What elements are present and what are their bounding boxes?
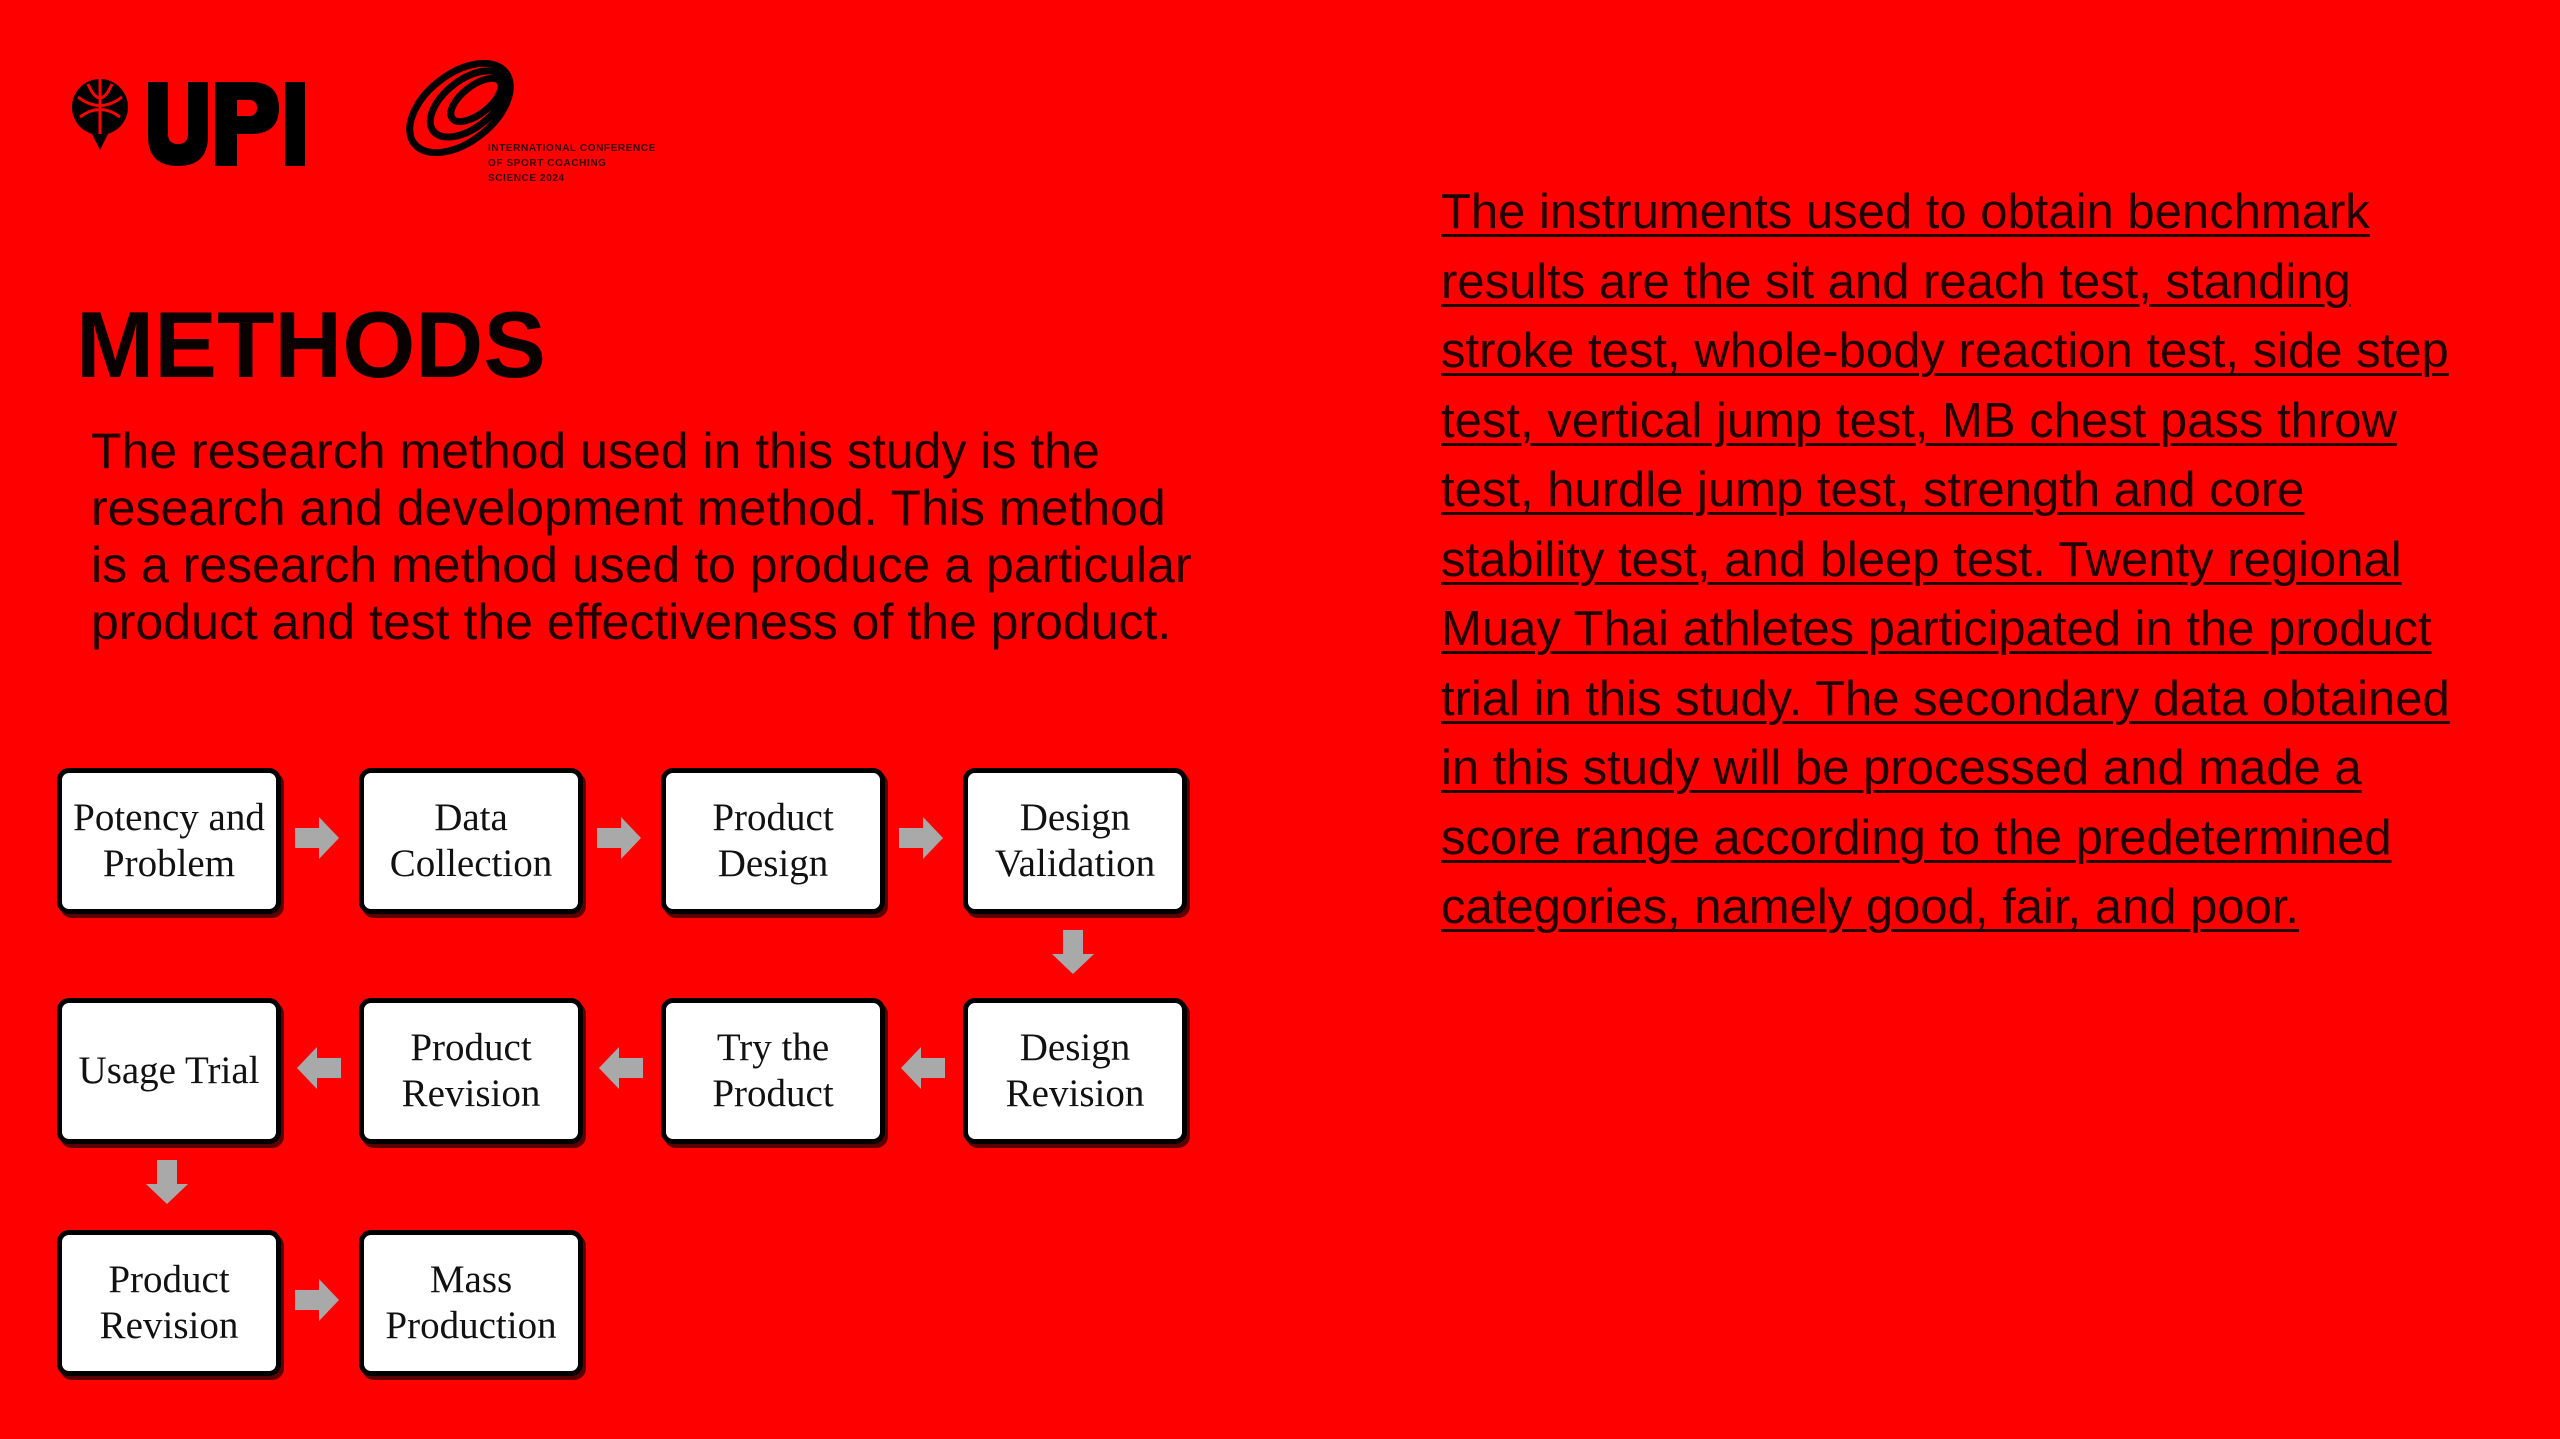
arrow-left-icon bbox=[899, 1044, 947, 1092]
flow-step-try-the-product bbox=[661, 998, 885, 1144]
flow-step-data-collection bbox=[359, 768, 583, 914]
arrow-down-icon bbox=[143, 1158, 191, 1206]
conference-line: SCIENCE 2024 bbox=[488, 173, 565, 184]
flow-step-label: Mass Production bbox=[385, 1258, 557, 1347]
flow-step-product-revision-final bbox=[57, 1230, 281, 1376]
flow-step-label: Design Validation bbox=[994, 796, 1156, 885]
conference-line: OF SPORT COACHING bbox=[488, 158, 607, 169]
method-intro: The research method used in this study is the research and development method. This method is a research method used to produce a particular product and test the effectiveness of the product. bbox=[91, 423, 1192, 650]
section-title: METHODS bbox=[76, 292, 546, 397]
flow-step-label: Product Revision bbox=[401, 1026, 541, 1115]
flow-step-label: Usage Trial bbox=[78, 1049, 260, 1092]
instruments-paragraph: The instruments used to obtain benchmark results are the sit and reach test, standing stroke test, whole-body reaction test, side step test, vertical jump test, MB chest pass throw test, hurdle jump test, strength and core stability test, and bleep test. Twenty regional Muay Thai athletes participated in the product trial in this study. The secondary data obtained in this study will be processed and made a score range according to the predetermined categories, namely good, fair, and poor. bbox=[1441, 185, 2450, 934]
upi-logo bbox=[70, 72, 310, 168]
arrow-down-icon bbox=[1049, 928, 1097, 976]
conference-name bbox=[488, 141, 708, 186]
flow-step-label: Design Revision bbox=[1005, 1026, 1145, 1115]
conference-line: INTERNATIONAL CONFERENCE bbox=[488, 143, 656, 154]
flow-step-product-design bbox=[661, 768, 885, 914]
flow-step-design-revision bbox=[963, 998, 1187, 1144]
flow-step-potency-and-problem bbox=[57, 768, 281, 914]
flow-step-label: Data Collection bbox=[389, 796, 553, 885]
arrow-right-icon bbox=[293, 814, 341, 862]
arrow-left-icon bbox=[597, 1044, 645, 1092]
flow-step-label: Try the Product bbox=[712, 1026, 834, 1115]
arrow-right-icon bbox=[595, 814, 643, 862]
flow-step-usage-trial bbox=[57, 998, 281, 1144]
flow-step-label: Product Design bbox=[712, 796, 834, 885]
flow-step-label: Potency and Problem bbox=[73, 796, 265, 885]
flow-step-product-revision bbox=[359, 998, 583, 1144]
upi-emblem-icon bbox=[72, 79, 128, 150]
flow-step-mass-production bbox=[359, 1230, 583, 1376]
upi-wordmark bbox=[148, 82, 305, 166]
flow-step-label: Product Revision bbox=[99, 1258, 239, 1347]
arrow-left-icon bbox=[295, 1044, 343, 1092]
flow-step-design-validation bbox=[963, 768, 1187, 914]
arrow-right-icon bbox=[293, 1276, 341, 1324]
arrow-right-icon bbox=[897, 814, 945, 862]
